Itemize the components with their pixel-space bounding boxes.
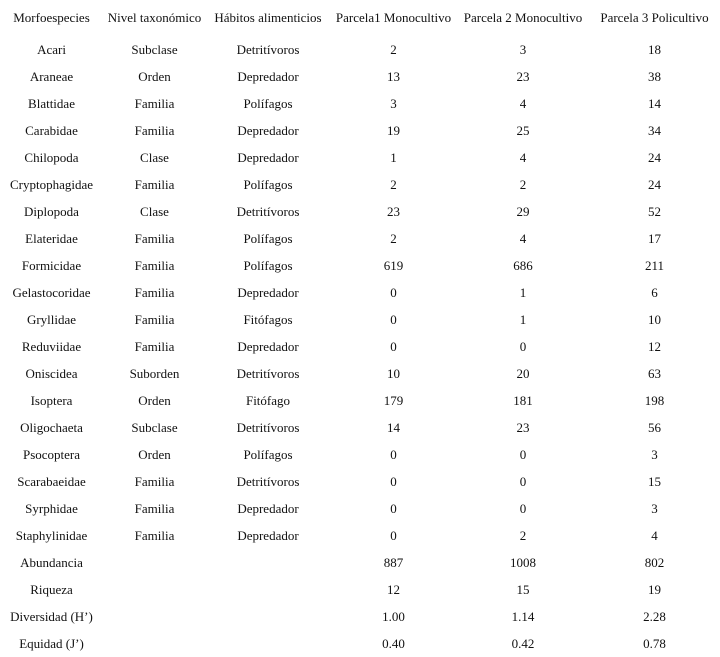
cell-parcela-1: 2 [390, 176, 397, 192]
cell-parcela-3: 0.78 [643, 635, 666, 651]
cell-parcela-1: 0 [390, 473, 397, 489]
cell-parcela-1: 0 [390, 446, 397, 462]
cell-nivel: Clase [140, 203, 169, 219]
cell-morfoespecie: Araneae [29, 68, 74, 84]
table-row [0, 333, 720, 360]
cell-parcela-1: 1.00 [382, 608, 405, 624]
cell-morfoespecie: Acari [37, 41, 66, 57]
cell-parcela-3: 24 [648, 176, 661, 192]
cell-parcela-3: 6 [651, 284, 658, 300]
table-row [0, 549, 720, 576]
cell-morfoespecie: Scarabaeidae [17, 473, 86, 489]
cell-habitos: Polífagos [243, 95, 293, 111]
cell-parcela-3: 3 [651, 500, 658, 516]
header-habitos-alimenticios: Hábitos alimenticios [214, 10, 322, 25]
cell-habitos: Polífagos [243, 446, 293, 462]
cell-parcela-2: 1 [519, 311, 527, 327]
table-row [0, 198, 720, 225]
cell-parcela-1: 1 [390, 149, 397, 165]
cell-parcela-1: 14 [387, 419, 400, 435]
table-header [0, 0, 720, 36]
cell-nivel: Clase [140, 149, 169, 165]
cell-morfoespecie: Oligochaeta [20, 419, 83, 435]
cell-parcela-1: 0 [390, 284, 397, 300]
cell-parcela-1: 0 [390, 311, 397, 327]
cell-nivel: Familia [134, 95, 175, 111]
table-row [0, 144, 720, 171]
table-row [0, 117, 720, 144]
cell-parcela-1: 13 [387, 68, 400, 84]
table-row [0, 225, 720, 252]
cell-parcela-1: 23 [387, 203, 400, 219]
cell-habitos: Fitófagos [243, 311, 293, 327]
cell-morfoespecie: Gelastocoridae [12, 284, 91, 300]
cell-parcela-1: 12 [387, 581, 400, 597]
table-row [0, 360, 720, 387]
table-row [0, 495, 720, 522]
cell-nivel [103, 576, 206, 603]
cell-nivel: Familia [134, 122, 175, 138]
cell-parcela-1: 2 [390, 41, 397, 57]
cell-parcela-1: 0.40 [382, 635, 405, 651]
cell-nivel: Familia [134, 257, 175, 273]
cell-morfoespecie: Chilopoda [24, 149, 79, 165]
cell-habitos: Depredador [237, 527, 299, 543]
cell-parcela-2: 2 [519, 176, 527, 192]
header-parcela-2: Parcela 2 Monocultivo [463, 10, 583, 25]
cell-parcela-1: 0 [390, 500, 397, 516]
cell-nivel: Familia [134, 230, 175, 246]
cell-habitos: Polífagos [243, 176, 293, 192]
cell-habitos: Depredador [237, 338, 299, 354]
cell-parcela-2: 686 [513, 257, 533, 273]
table-row [0, 603, 720, 630]
cell-nivel [103, 603, 206, 630]
cell-morfoespecie: Syrphidae [25, 500, 78, 516]
table-row [0, 441, 720, 468]
cell-habitos: Polífagos [243, 257, 293, 273]
cell-parcela-1: 19 [387, 122, 400, 138]
cell-habitos: Depredador [237, 284, 299, 300]
cell-parcela-2: 0 [519, 500, 527, 516]
cell-parcela-2: 2 [519, 527, 527, 543]
table-row [0, 468, 720, 495]
table-row [0, 63, 720, 90]
cell-parcela-2: 23 [516, 419, 530, 435]
cell-parcela-3: 17 [648, 230, 661, 246]
cell-parcela-3: 2.28 [643, 608, 666, 624]
cell-parcela-2: 25 [516, 122, 530, 138]
cell-morfoespecie: Cryptophagidae [9, 176, 94, 192]
cell-morfoespecie: Carabidae [25, 122, 78, 138]
header-parcela-3: Parcela 3 Policultivo [600, 10, 709, 25]
cell-habitos [206, 549, 330, 576]
cell-parcela-2: 3 [519, 41, 527, 57]
cell-parcela-1: 179 [383, 392, 404, 408]
cell-habitos: Depredador [237, 149, 299, 165]
cell-parcela-2: 1008 [510, 554, 536, 570]
table-row [0, 576, 720, 603]
table-row [0, 306, 720, 333]
cell-parcela-2: 1.14 [511, 608, 535, 624]
cell-habitos: Detritívoros [236, 203, 300, 219]
cell-nivel: Familia [134, 527, 175, 543]
cell-nivel: Subclase [131, 41, 178, 57]
cell-parcela-2: 20 [516, 365, 530, 381]
cell-habitos: Depredador [237, 500, 299, 516]
cell-parcela-3: 56 [648, 419, 661, 435]
cell-habitos [206, 576, 330, 603]
cell-morfoespecie: Abundancia [20, 554, 83, 570]
cell-morfoespecie: Psocoptera [22, 446, 81, 462]
cell-nivel: Orden [138, 392, 171, 408]
cell-parcela-3: 12 [648, 338, 661, 354]
cell-parcela-3: 52 [648, 203, 661, 219]
table-row [0, 414, 720, 441]
cell-parcela-2: 4 [519, 149, 527, 165]
cell-parcela-3: 198 [644, 392, 665, 408]
cell-habitos: Depredador [237, 122, 299, 138]
cell-nivel [103, 630, 206, 657]
cell-parcela-3: 14 [648, 95, 661, 111]
cell-morfoespecie: Diversidad (H’) [10, 608, 93, 624]
cell-habitos: Detritívoros [236, 41, 300, 57]
cell-nivel: Orden [138, 68, 171, 84]
cell-nivel: Familia [134, 500, 175, 516]
table-row [0, 90, 720, 117]
cell-parcela-2: 0 [519, 446, 527, 462]
cell-parcela-3: 10 [648, 311, 661, 327]
cell-parcela-3: 18 [648, 41, 661, 57]
cell-nivel: Subclase [131, 419, 178, 435]
cell-parcela-3: 63 [648, 365, 661, 381]
table-row [0, 522, 720, 549]
cell-parcela-2: 4 [519, 230, 527, 246]
cell-parcela-3: 19 [648, 581, 661, 597]
cell-parcela-3: 38 [648, 68, 661, 84]
header-nivel-taxonomico: Nivel taxonómico [107, 10, 202, 25]
cell-morfoespecie: Elateridae [25, 230, 78, 246]
cell-morfoespecie: Staphylinidae [15, 527, 88, 543]
cell-habitos: Detritívoros [236, 419, 300, 435]
cell-parcela-3: 211 [644, 257, 665, 273]
cell-parcela-2: 0 [519, 338, 527, 354]
cell-morfoespecie: Riqueza [30, 581, 73, 597]
header-morfoespecies: Morfoespecies [13, 10, 90, 25]
cell-habitos: Polífagos [243, 230, 293, 246]
cell-nivel: Familia [134, 311, 175, 327]
cell-parcela-3: 24 [648, 149, 661, 165]
cell-nivel: Familia [134, 176, 175, 192]
table-row [0, 171, 720, 198]
cell-nivel: Familia [134, 338, 175, 354]
header-row [0, 0, 720, 36]
cell-parcela-2: 4 [519, 95, 527, 111]
table-body [0, 36, 720, 657]
cell-nivel: Orden [138, 446, 171, 462]
cell-morfoespecie: Blattidae [28, 95, 75, 111]
cell-nivel: Suborden [129, 365, 180, 381]
cell-parcela-1: 3 [390, 95, 397, 111]
cell-parcela-1: 887 [383, 554, 404, 570]
cell-parcela-1: 0 [390, 338, 397, 354]
cell-parcela-1: 619 [383, 257, 404, 273]
cell-morfoespecie: Gryllidae [26, 311, 77, 327]
cell-nivel [103, 549, 206, 576]
cell-habitos [206, 630, 330, 657]
cell-parcela-2: 23 [516, 68, 530, 84]
header-parcela-1: Parcela1 Monocultivo [335, 10, 452, 25]
cell-morfoespecie: Diplopoda [24, 203, 79, 219]
table-row [0, 36, 720, 63]
cell-parcela-1: 10 [387, 365, 400, 381]
cell-parcela-2: 15 [516, 581, 530, 597]
cell-habitos: Fitófago [245, 392, 291, 408]
cell-morfoespecie: Reduviidae [21, 338, 82, 354]
cell-parcela-3: 4 [651, 527, 658, 543]
cell-parcela-2: 0 [519, 473, 527, 489]
cell-parcela-2: 1 [519, 284, 527, 300]
cell-morfoespecie: Isoptera [30, 392, 73, 408]
cell-nivel: Familia [134, 284, 175, 300]
cell-parcela-1: 2 [390, 230, 397, 246]
cell-parcela-2: 0.42 [511, 635, 535, 651]
cell-parcela-3: 802 [644, 554, 665, 570]
cell-parcela-2: 29 [516, 203, 530, 219]
table-row [0, 630, 720, 657]
table-row [0, 252, 720, 279]
cell-parcela-1: 0 [390, 527, 397, 543]
table-row [0, 279, 720, 306]
cell-nivel: Familia [134, 473, 175, 489]
cell-parcela-3: 3 [651, 446, 658, 462]
cell-morfoespecie: Formicidae [21, 257, 82, 273]
cell-habitos: Detritívoros [236, 473, 300, 489]
cell-parcela-3: 34 [648, 122, 661, 138]
cell-parcela-3: 15 [648, 473, 661, 489]
cell-habitos: Depredador [237, 68, 299, 84]
cell-habitos: Detritívoros [236, 365, 300, 381]
cell-habitos [206, 603, 330, 630]
cell-morfoespecie: Equidad (J’) [19, 635, 84, 651]
cell-morfoespecie: Oniscidea [25, 365, 78, 381]
cell-parcela-2: 181 [513, 392, 533, 408]
table-row [0, 387, 720, 414]
